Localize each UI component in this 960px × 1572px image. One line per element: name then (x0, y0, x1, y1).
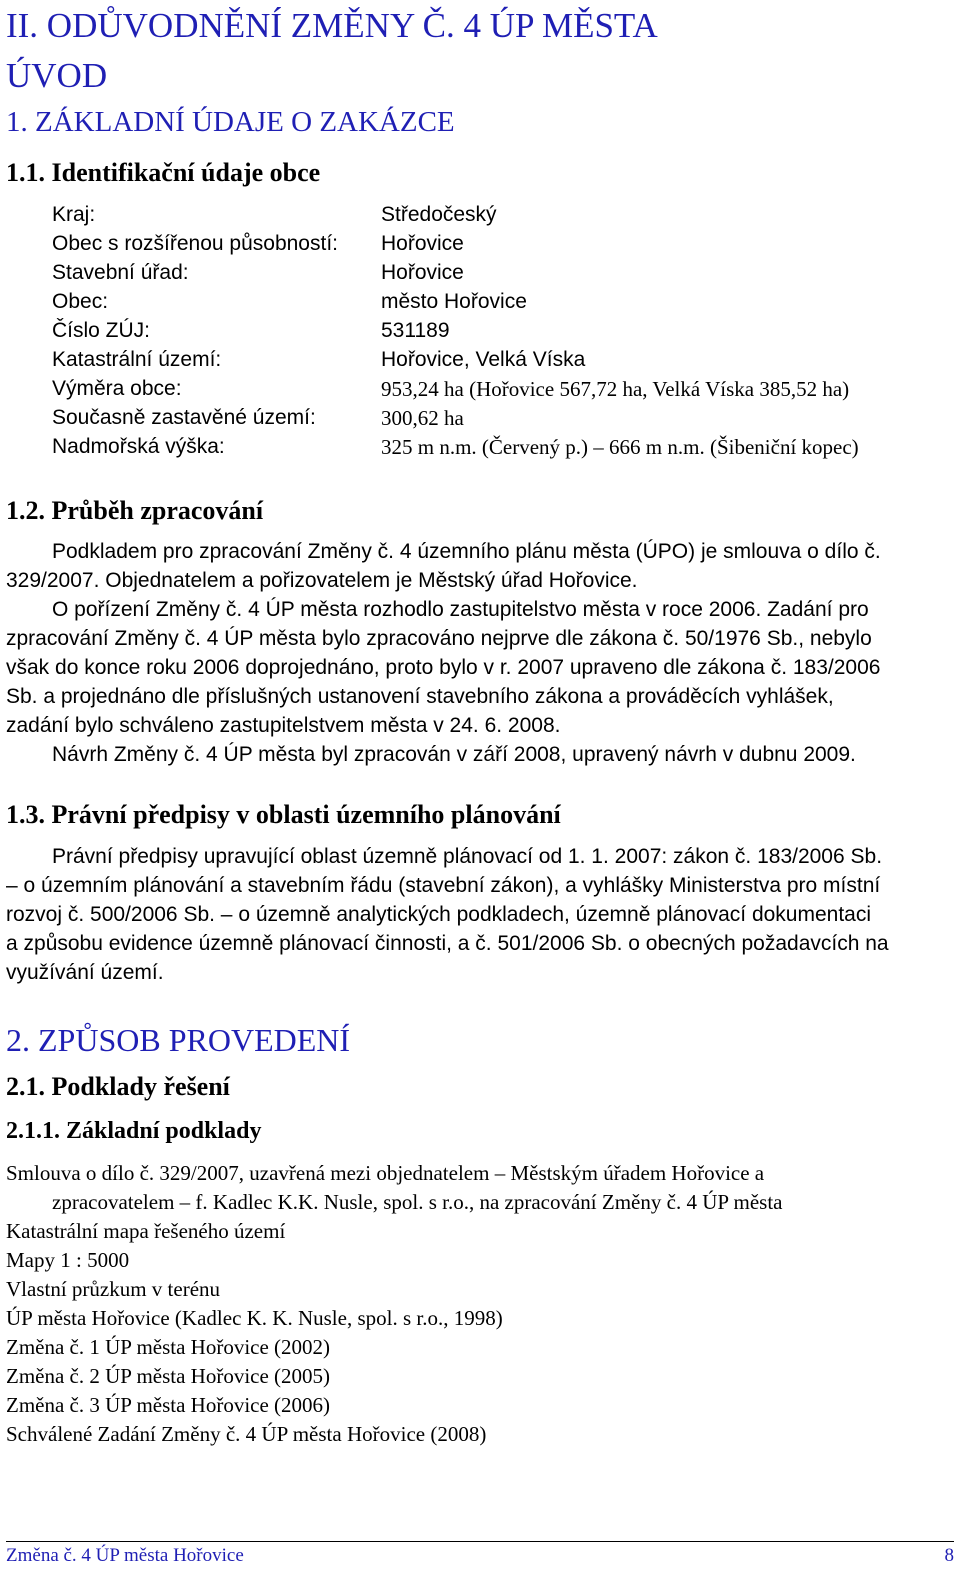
list-item: Vlastní průzkum v terénu (6, 1277, 221, 1301)
info-label: Kraj: (52, 203, 96, 226)
text-line: rozvoj č. 500/2006 Sb. – o územně analytických podkladech, územně plánovací dokumentaci (6, 903, 872, 926)
text-line: zpracování Změny č. 4 ÚP města bylo zpracováno nejprve dle zákona č. 50/1976 Sb., nebylo (6, 627, 872, 650)
info-value: 325 m n.m. (Červený p.) – 666 m n.m. (Šibeniční kopec) (381, 435, 859, 459)
text-line: – o územním plánování a stavebním řádu (stavební zákon), a vyhlášky Ministerstva pro místní (6, 874, 881, 897)
section-1-3-heading: 1.3. Právní předpisy v oblasti územního plánování (6, 800, 561, 829)
text-line: a způsobu evidence územně plánovací činnosti, a č. 501/2006 Sb. o obecných požadavcích na (6, 932, 889, 955)
section-1-2-heading: 1.2. Průběh zpracování (6, 496, 264, 525)
info-value: Hořovice (381, 232, 464, 255)
info-row (0, 203, 960, 232)
list-item: Změna č. 3 ÚP města Hořovice (2006) (6, 1393, 331, 1417)
section-1-1-heading: 1.1. Identifikační údaje obce (6, 158, 321, 187)
part-heading: II. ODŮVODNĚNÍ ZMĚNY Č. 4 ÚP MĚSTA (6, 6, 658, 45)
list-item: Katastrální mapa řešeného území (6, 1219, 286, 1243)
page-number: 8 (944, 1545, 954, 1566)
text-line: však do konce roku 2006 doprojednáno, proto bylo v r. 2007 upraveno dle zákona č. 183/2006 (6, 656, 881, 679)
text-line: 329/2007. Objednatelem a pořizovatelem je Městský úřad Hořovice. (6, 569, 638, 592)
info-label: Stavební úřad: (52, 261, 189, 284)
info-row (0, 406, 960, 435)
section-2-heading: 2. ZPŮSOB PROVEDENÍ (6, 1022, 351, 1058)
info-row (0, 290, 960, 319)
list-item: ÚP města Hořovice (Kadlec K. K. Nusle, spol. s r.o., 1998) (6, 1306, 503, 1330)
info-row (0, 348, 960, 377)
info-value: 300,62 ha (381, 406, 464, 430)
text-line: Podkladem pro zpracování Změny č. 4 územního plánu města (ÚPO) je smlouva o dílo č. (52, 540, 881, 563)
intro-heading: ÚVOD (6, 56, 108, 95)
info-value: Středočeský (381, 203, 497, 226)
text-line: zadání bylo schváleno zastupitelstvem města v 24. 6. 2008. (6, 714, 561, 737)
list-item: Schválené Zadání Změny č. 4 ÚP města Hořovice (2008) (6, 1422, 487, 1446)
text-line: využívání území. (6, 961, 164, 984)
prubeh-paragraph (0, 537, 960, 777)
text-line: Právní předpisy upravující oblast územně plánovací od 1. 1. 2007: zákon č. 183/2006 Sb. (52, 845, 883, 868)
list-item: Změna č. 2 ÚP města Hořovice (2005) (6, 1364, 331, 1388)
info-label: Výměra obce: (52, 377, 182, 400)
list-item: Změna č. 1 ÚP města Hořovice (2002) (6, 1335, 331, 1359)
info-row (0, 261, 960, 290)
info-label: Obec s rozšířenou působností: (52, 232, 338, 255)
info-row (0, 435, 960, 464)
identification-table (0, 203, 960, 473)
info-row (0, 319, 960, 348)
list-item: zpracovatelem – f. Kadlec K.K. Nusle, spol. s r.o., na zpracování Změny č. 4 ÚP města (52, 1190, 783, 1214)
predpisy-paragraph (0, 842, 960, 992)
info-row (0, 377, 960, 406)
info-label: Obec: (52, 290, 109, 313)
info-value: 531189 (381, 319, 450, 342)
list-item: Mapy 1 : 5000 (6, 1248, 130, 1272)
info-label: Katastrální území: (52, 348, 222, 371)
info-value: město Hořovice (381, 290, 527, 313)
info-value: Hořovice (381, 261, 464, 284)
footer-title: Změna č. 4 ÚP města Hořovice (6, 1545, 244, 1566)
section-2-1-heading: 2.1. Podklady řešení (6, 1072, 230, 1101)
text-line: O pořízení Změny č. 4 ÚP města rozhodlo zastupitelstvo města v roce 2006. Zadání pro (52, 598, 869, 621)
info-label: Číslo ZÚJ: (52, 319, 151, 342)
section-1-heading: 1. ZÁKLADNÍ ÚDAJE O ZAKÁZCE (6, 106, 455, 138)
list-item: Smlouva o dílo č. 329/2007, uzavřená mezi objednatelem – Městským úřadem Hořovice a (6, 1161, 765, 1185)
section-2-1-1-heading: 2.1.1. Základní podklady (6, 1118, 262, 1144)
text-line: Sb. a projednáno dle příslušných ustanovení stavebního zákona a prováděcích vyhlášek, (6, 685, 834, 708)
podklady-list (0, 1159, 960, 1459)
text-line: Návrh Změny č. 4 ÚP města byl zpracován v září 2008, upravený návrh v dubnu 2009. (52, 743, 856, 766)
info-value: Hořovice, Velká Víska (381, 348, 586, 371)
info-row (0, 232, 960, 261)
footer-divider (6, 1541, 954, 1542)
info-label: Nadmořská výška: (52, 435, 225, 458)
info-value: 953,24 ha (Hořovice 567,72 ha, Velká Víska 385,52 ha) (381, 377, 850, 401)
info-label: Současně zastavěné území: (52, 406, 316, 429)
